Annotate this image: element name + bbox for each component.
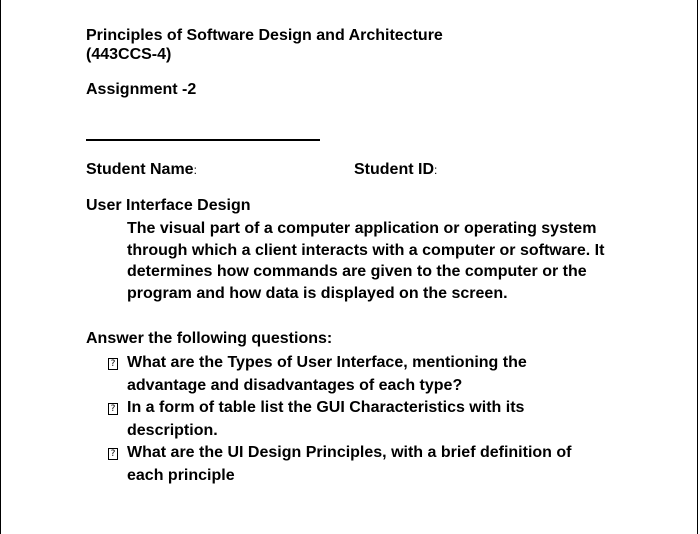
- course-title: Principles of Software Design and Architecture: [86, 27, 443, 44]
- section-definition: The visual part of a computer application or operating system through which a client interacts with a computer or software. It determines how commands are given to the computer or the program and how data is displayed on the screen.: [127, 220, 605, 302]
- student-name-field: [86, 160, 197, 180]
- student-name-label: Student Name: [86, 161, 194, 178]
- question-list: [86, 352, 646, 487]
- document-content: [86, 26, 646, 487]
- student-id-colon: :: [434, 163, 438, 177]
- course-code: (443CCS-4): [86, 46, 172, 63]
- question-text-3: What are the UI Design Principles, with a brief definition of each principle: [127, 444, 572, 484]
- question-item-1: [86, 352, 597, 397]
- missing-glyph-bullet-icon: ?: [108, 358, 118, 370]
- section-heading: User Interface Design: [86, 197, 251, 214]
- missing-glyph-bullet-icon: ?: [108, 403, 118, 415]
- questions-heading: Answer the following questions:: [86, 330, 333, 347]
- student-id-label: Student ID: [354, 161, 434, 178]
- divider-line: [86, 139, 320, 141]
- question-item-3: [86, 442, 597, 487]
- assignment-title: Assignment -2: [86, 81, 197, 98]
- student-id-field: [354, 160, 437, 180]
- question-item-2: [86, 397, 597, 442]
- course-header: [86, 26, 646, 64]
- student-info-row: [86, 160, 646, 179]
- missing-glyph-bullet-icon: ?: [108, 448, 118, 460]
- question-text-1: What are the Types of User Interface, mentioning the advantage and disadvantages of each type?: [127, 354, 527, 394]
- student-name-colon: :: [193, 163, 197, 177]
- question-text-2: In a form of table list the GUI Characteristics with its description.: [127, 399, 525, 439]
